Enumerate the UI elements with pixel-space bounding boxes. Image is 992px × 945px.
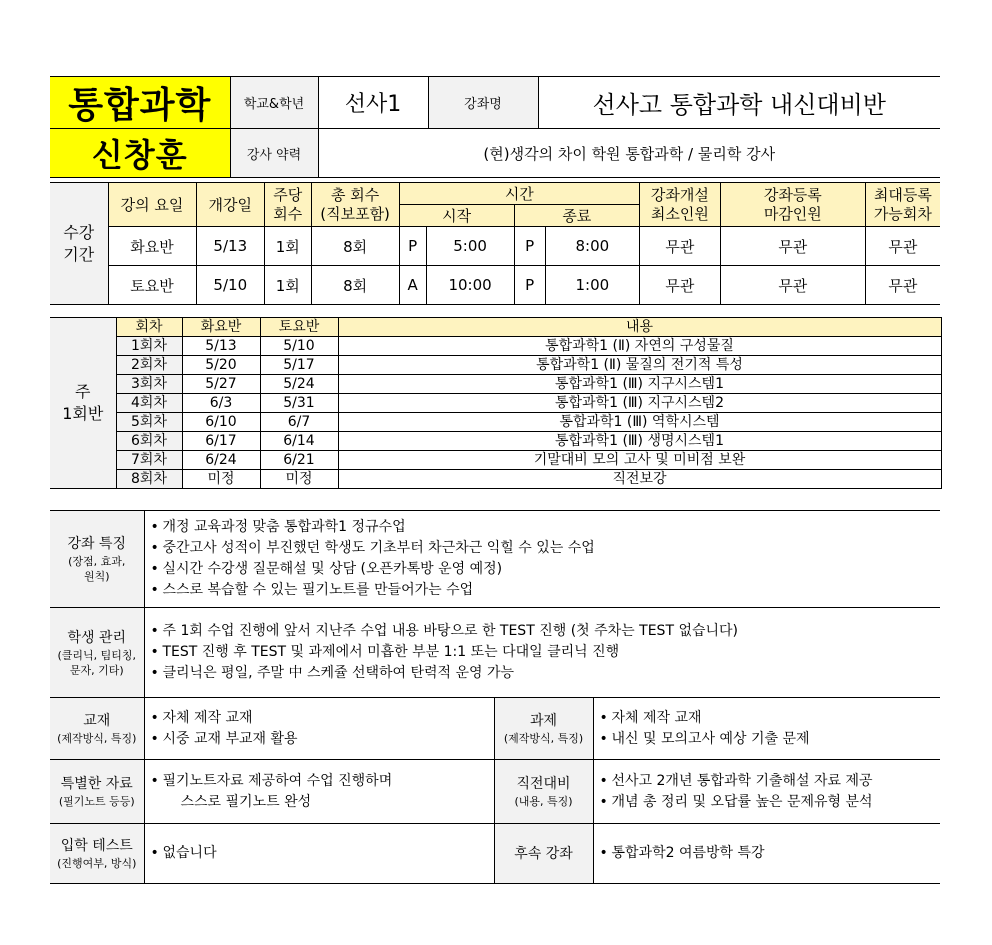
features-sublabel: (장점, 효과, 원칙) — [68, 555, 126, 583]
homework-label-cell — [494, 698, 593, 760]
bullet-item: • 스스로 복습할 수 있는 필기노트를 만들어가는 수업 — [151, 580, 941, 601]
followup-label: 후속 강좌 — [514, 845, 573, 862]
schedule-row — [50, 266, 940, 305]
session-tue: 6/10 — [182, 413, 260, 432]
session-num: 6회차 — [116, 432, 182, 451]
session-num: 7회차 — [116, 451, 182, 470]
followup-label-cell — [494, 824, 593, 884]
special-label-cell — [50, 760, 144, 824]
end-ampm: P — [514, 266, 545, 305]
final-label-cell — [494, 760, 593, 824]
bullet-item: • 클리닉은 평일, 주말 中 스케쥴 선택하여 탄력적 운영 가능 — [151, 663, 941, 684]
col-open: 개강일 — [196, 183, 264, 227]
course-header — [50, 76, 940, 178]
session-sat: 6/14 — [260, 432, 338, 451]
max-reg: 무관 — [865, 266, 940, 305]
col-tue: 화요반 — [182, 318, 260, 337]
session-content: 통합과학1 (Ⅱ) 자연의 구성물질 — [338, 337, 941, 356]
bullet-item: • 중간고사 성적이 부진했던 학생도 기초부터 차근차근 익힐 수 있는 수업 — [151, 538, 941, 559]
session-tue: 5/13 — [182, 337, 260, 356]
school-label: 학교&학년 — [230, 77, 318, 129]
session-tue: 6/24 — [182, 451, 260, 470]
course-title: 선사고 통합과학 내신대비반 — [592, 91, 886, 119]
session-content: 통합과학1 (Ⅲ) 지구시스템2 — [338, 394, 941, 413]
homework-content — [593, 698, 940, 760]
textbook-label-cell — [50, 698, 144, 760]
schedule-table — [50, 182, 940, 305]
features-label-cell — [50, 511, 144, 608]
session-row — [50, 432, 941, 451]
entrance-label-cell — [50, 824, 144, 884]
total-count: 8회 — [311, 266, 399, 305]
day: 토요반 — [108, 266, 196, 305]
features-content — [144, 511, 940, 608]
final-label: 직전대비 — [516, 776, 571, 792]
textbook-label: 교재 — [83, 713, 111, 729]
session-num: 2회차 — [116, 356, 182, 375]
col-start: 시작 — [399, 205, 514, 227]
col-day: 강의 요일 — [108, 183, 196, 227]
session-tue: 5/27 — [182, 375, 260, 394]
bullet-item: • 주 1회 수업 진행에 앞서 지난주 수업 내용 바탕으로 한 TEST 진행 (첫 주차는 TEST 없습니다) — [151, 621, 941, 642]
special-sublabel: (필기노트 등등) — [58, 795, 135, 808]
session-sat: 5/10 — [260, 337, 338, 356]
open-date: 5/13 — [196, 227, 264, 266]
session-tue: 6/17 — [182, 432, 260, 451]
sessions-side-label: 주 1회반 — [50, 318, 116, 489]
total-count: 8회 — [311, 227, 399, 266]
start-time: 5:00 — [426, 227, 514, 266]
bullet-item: • 자체 제작 교재 — [151, 708, 494, 729]
start-ampm: P — [399, 227, 426, 266]
session-content: 통합과학1 (Ⅲ) 역학시스템 — [338, 413, 941, 432]
followup-content — [593, 824, 940, 884]
session-content: 통합과학1 (Ⅲ) 지구시스템1 — [338, 375, 941, 394]
end-ampm: P — [514, 227, 545, 266]
textbook-content — [144, 698, 494, 760]
period-label: 수강 기간 — [50, 183, 108, 305]
session-tue: 미정 — [182, 470, 260, 489]
session-row — [50, 470, 941, 489]
session-content: 직전보강 — [612, 471, 667, 487]
management-label-cell — [50, 608, 144, 698]
management-row — [50, 608, 940, 698]
col-weekly: 주당 회수 — [264, 183, 311, 227]
entrance-label: 입학 테스트 — [60, 838, 133, 854]
bullet-item: • 내신 및 모의고사 예상 기출 문제 — [600, 729, 941, 750]
teacher-name: 신창훈 — [50, 129, 230, 178]
entrance-row — [50, 824, 940, 884]
entrance-content — [144, 824, 494, 884]
special-row — [50, 760, 940, 824]
homework-sublabel: (제작방식, 특징) — [503, 732, 584, 745]
bullet-item: • 시중 교재 부교재 활용 — [151, 729, 494, 750]
session-sat: 6/21 — [260, 451, 338, 470]
session-sat: 5/31 — [260, 394, 338, 413]
bullet-item: • 실시간 수강생 질문해설 및 상담 (오픈카톡방 운영 예정) — [151, 559, 941, 580]
deadline-people: 무관 — [720, 227, 865, 266]
management-label: 학생 관리 — [67, 629, 127, 646]
col-num: 회차 — [116, 318, 182, 337]
bullet-item: • 선사고 2개년 통합과학 기출해설 자료 제공 — [600, 771, 941, 792]
session-num: 8회차 — [116, 470, 182, 489]
col-sat: 토요반 — [260, 318, 338, 337]
session-row — [50, 394, 941, 413]
special-content — [144, 760, 494, 824]
col-total: 총 회수 (직보포함) — [311, 183, 399, 227]
min-people: 무관 — [640, 266, 721, 305]
col-min: 강좌개설 최소인원 — [640, 183, 721, 227]
session-content: 통합과학1 (Ⅲ) 생명시스템1 — [338, 432, 941, 451]
session-sat: 5/17 — [260, 356, 338, 375]
session-sat: 5/24 — [260, 375, 338, 394]
session-content: 통합과학1 (Ⅱ) 물질의 전기적 특성 — [338, 356, 941, 375]
session-row — [50, 451, 941, 470]
session-row — [50, 375, 941, 394]
school-value: 선사1 — [318, 77, 428, 129]
management-content — [144, 608, 940, 698]
session-num: 5회차 — [116, 413, 182, 432]
final-content — [593, 760, 940, 824]
details-table — [50, 510, 940, 884]
session-content: 기말대비 모의 고사 및 미비점 보완 — [338, 451, 941, 470]
special-label: 특별한 자료 — [60, 776, 133, 792]
session-sat: 6/7 — [260, 413, 338, 432]
weekly-count: 1회 — [264, 227, 311, 266]
career-value: (현)생각의 차이 학원 통합과학 / 물리학 강사 — [483, 144, 776, 163]
sessions-table — [50, 317, 942, 489]
entrance-sublabel: (진행여부, 방식) — [57, 857, 137, 870]
start-time: 10:00 — [426, 266, 514, 305]
end-time: 8:00 — [545, 227, 639, 266]
bullet-item: • TEST 진행 후 TEST 및 과제에서 미흡한 부분 1:1 또는 다대일 클리닉 진행 — [151, 642, 941, 663]
bullet-item: • 개정 교육과정 맞춤 통합과학1 정규수업 — [151, 517, 941, 538]
min-people: 무관 — [640, 227, 721, 266]
bullet-item: • 통합과학2 여름방학 특강 — [600, 843, 941, 864]
textbook-row — [50, 698, 940, 760]
career-label: 강사 약력 — [230, 129, 318, 178]
deadline-people: 무관 — [720, 266, 865, 305]
max-reg: 무관 — [865, 227, 940, 266]
col-time: 시간 — [399, 183, 639, 205]
weekly-count: 1회 — [264, 266, 311, 305]
session-tue: 5/20 — [182, 356, 260, 375]
final-sublabel: (내용, 특징) — [514, 795, 573, 808]
features-label: 강좌 특징 — [67, 536, 127, 552]
end-time: 1:00 — [545, 266, 639, 305]
session-num: 3회차 — [116, 375, 182, 394]
col-end: 종료 — [514, 205, 639, 227]
col-content: 내용 — [338, 318, 941, 337]
session-num: 4회차 — [116, 394, 182, 413]
bullet-item: • 자체 제작 교재 — [600, 708, 941, 729]
session-row — [50, 413, 941, 432]
course-label: 강좌명 — [428, 77, 538, 129]
bullet-continuation: 스스로 필기노트 완성 — [180, 793, 312, 810]
day: 화요반 — [108, 227, 196, 266]
schedule-row — [50, 227, 940, 266]
col-maxreg: 최대등록 가능회차 — [865, 183, 940, 227]
start-ampm: A — [399, 266, 426, 305]
management-sublabel: (클리닉, 팀티칭, 문자, 기타) — [57, 648, 137, 677]
session-tue: 6/3 — [182, 394, 260, 413]
features-row — [50, 511, 940, 608]
bullet-item: • 필기노트자료 제공하여 수업 진행하며 — [151, 771, 494, 792]
subject-title: 통합과학 — [50, 77, 230, 129]
homework-label: 과제 — [529, 713, 558, 729]
session-num: 1회차 — [116, 337, 182, 356]
col-deadline: 강좌등록 마감인원 — [720, 183, 865, 227]
textbook-sublabel: (제작방식, 특징) — [57, 732, 137, 745]
open-date: 5/10 — [196, 266, 264, 305]
session-row — [50, 356, 941, 375]
session-row — [50, 337, 941, 356]
session-sat: 미정 — [260, 470, 338, 489]
bullet-item: • 없습니다 — [151, 843, 494, 864]
bullet-item: • 개념 총 정리 및 오답률 높은 문제유형 분석 — [600, 792, 941, 813]
